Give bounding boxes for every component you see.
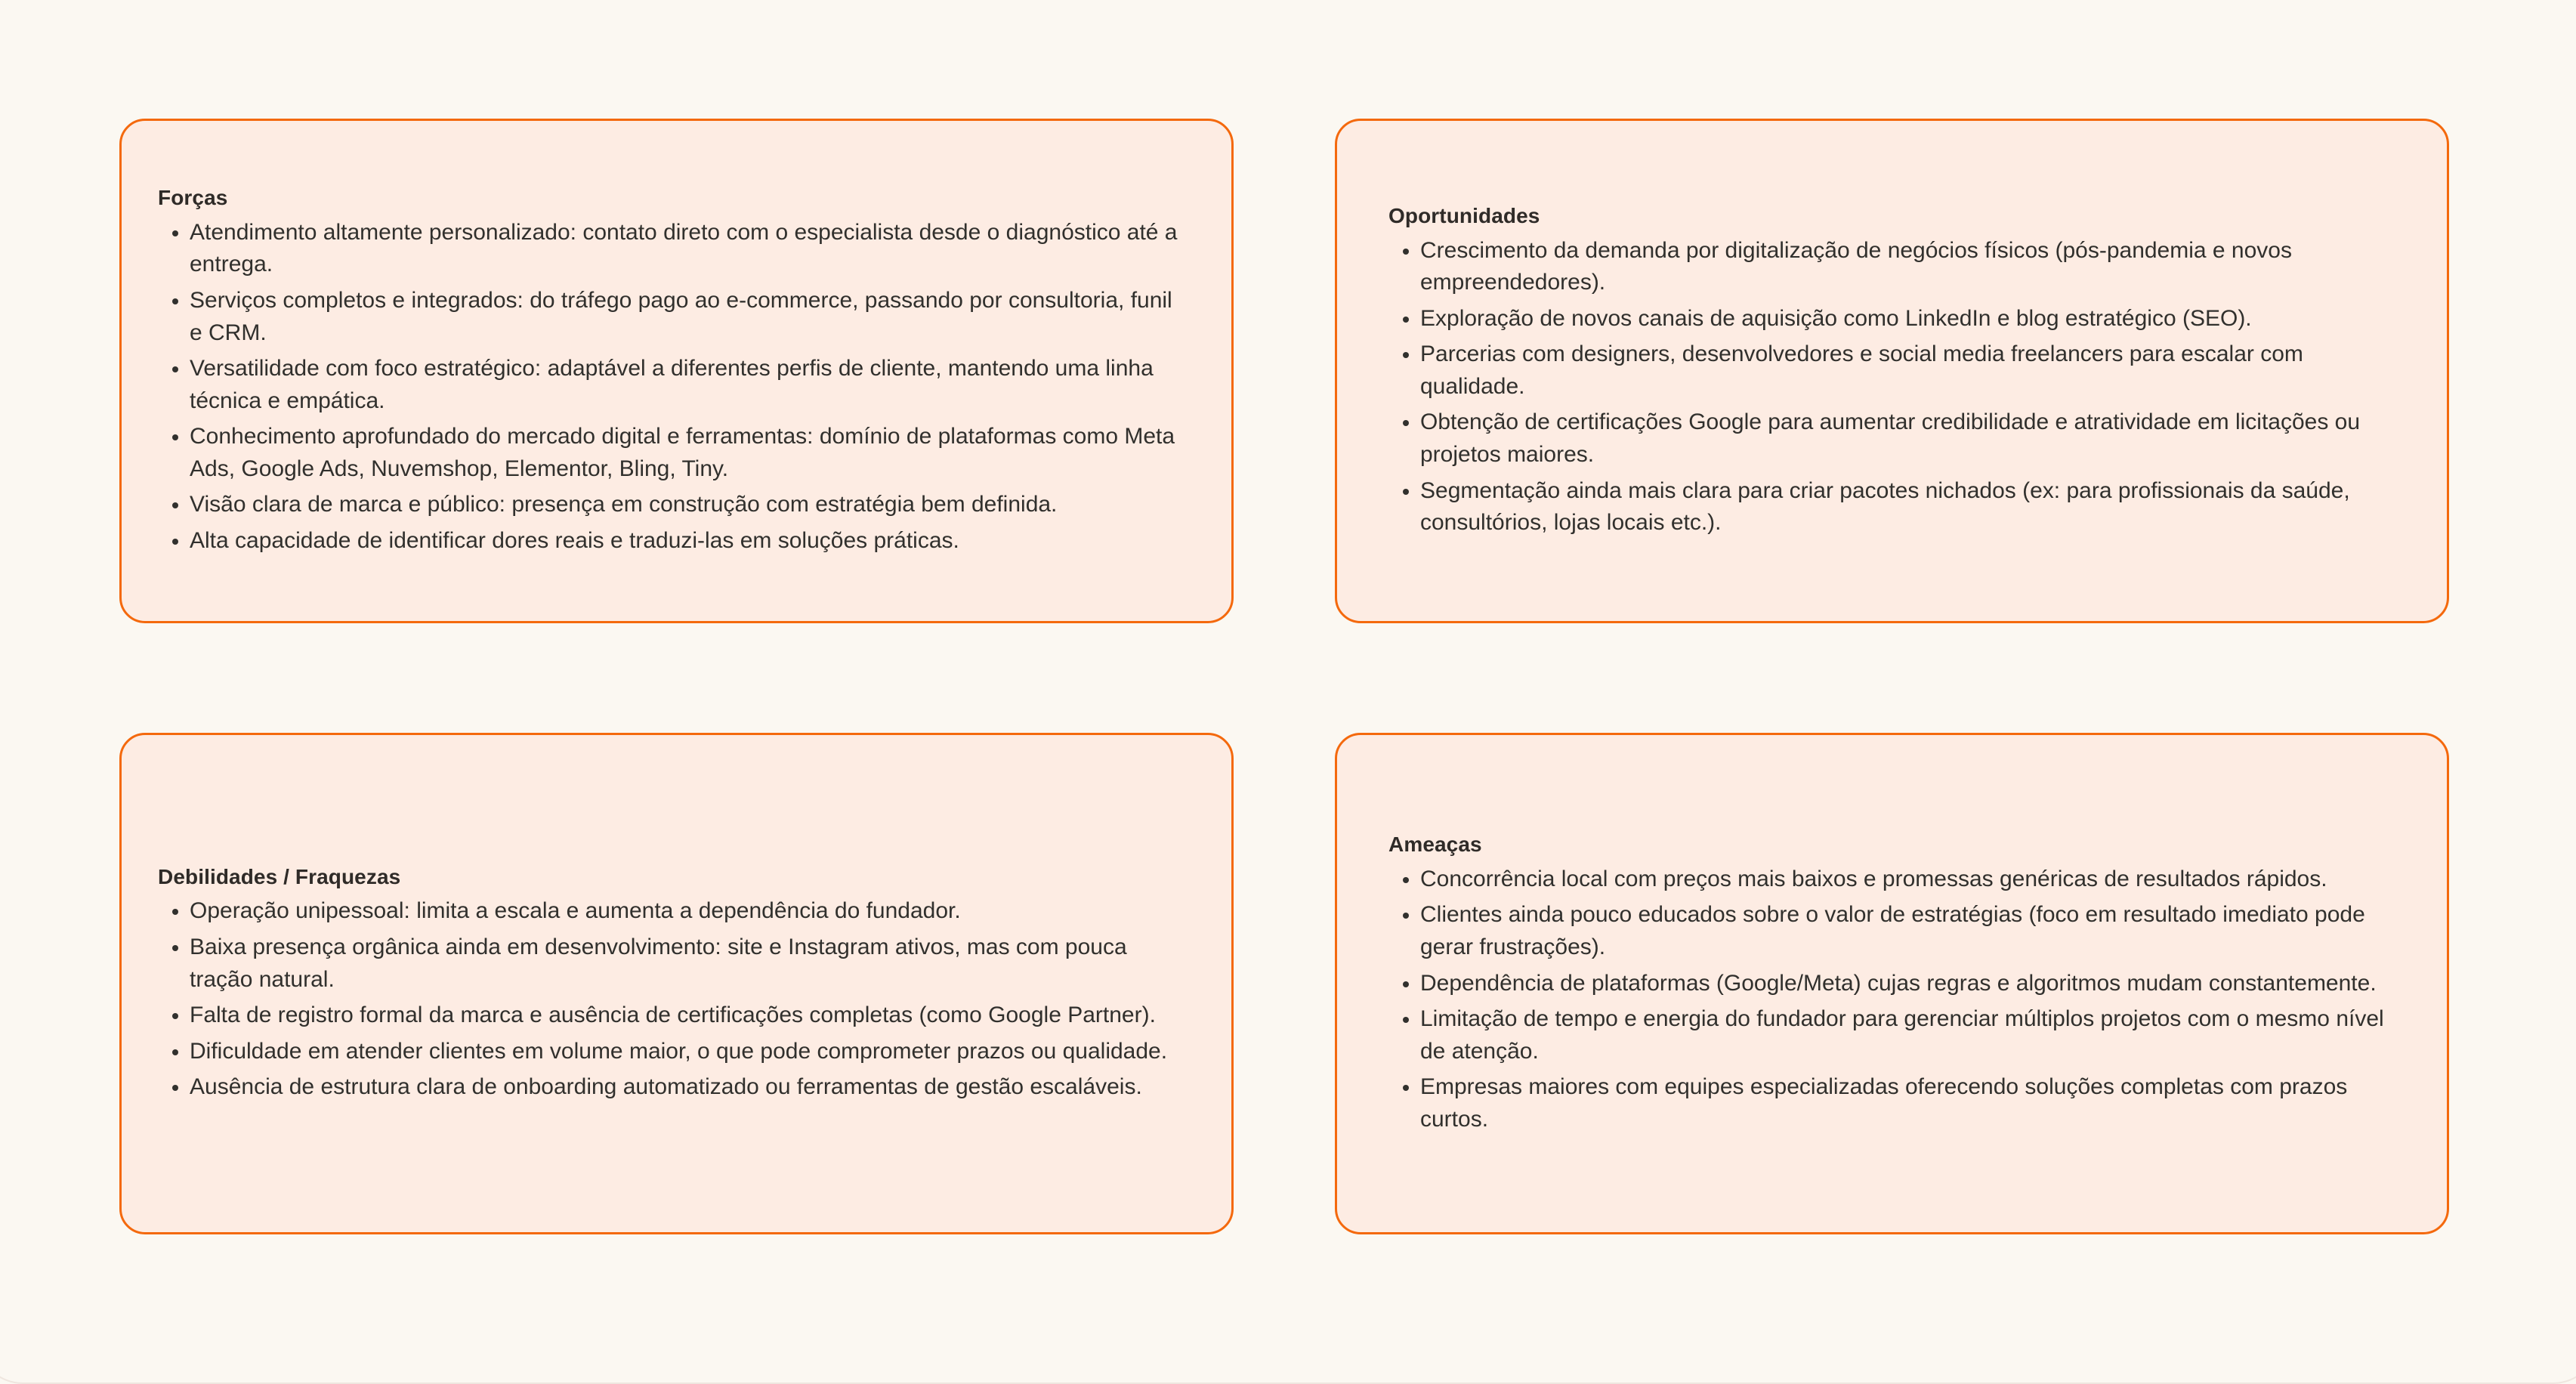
list-item: Atendimento altamente personalizado: contato direto com o especialista desde o diagnóstico até a entrega. [158,217,1191,281]
list-item: Parcerias com designers, desenvolvedores e social media freelancers para escalar com qualidade. [1388,338,2406,403]
card-content-threats [1337,831,2447,1135]
list-item: Empresas maiores com equipes especializadas oferecendo soluções completas com prazos curtos. [1388,1071,2406,1135]
list-item: Operação unipessoal: limita a escala e aumenta a dependência do fundador. [158,895,1191,928]
list-item: Baixa presença orgânica ainda em desenvolvimento: site e Instagram ativos, mas com pouca tração natural. [158,931,1191,996]
card-content-opportunities [1337,202,2447,539]
list-item: Alta capacidade de identificar dores reais e traduzi-las em soluções práticas. [158,525,1191,558]
swot-card-strengths [119,119,1234,623]
card-title-threats: Ameaças [1388,833,1482,857]
list-item: Ausência de estrutura clara de onboarding automatizado ou ferramentas de gestão escaláveis. [158,1071,1191,1104]
swot-card-opportunities [1335,119,2449,623]
list-item: Serviços completos e integrados: do tráfego pago ao e-commerce, passando por consultoria, funil e CRM. [158,285,1191,349]
card-title-weaknesses: Debilidades / Fraquezas [158,865,401,889]
list-item: Falta de registro formal da marca e ausência de certificações completas (como Google Partner). [158,999,1191,1032]
list-item: Obtenção de certificações Google para aumentar credibilidade e atratividade em licitações ou projetos maiores. [1388,406,2406,471]
card-list-threats [1388,863,2406,1136]
card-title-opportunities: Oportunidades [1388,204,1540,228]
swot-card-threats [1335,733,2449,1234]
list-item: Visão clara de marca e público: presença em construção com estratégia bem definida. [158,489,1191,521]
card-list-opportunities [1388,235,2406,539]
list-item: Dificuldade em atender clientes em volume maior, o que pode comprometer prazos ou qualidade. [158,1036,1191,1068]
card-list-weaknesses [158,895,1191,1104]
list-item: Segmentação ainda mais clara para criar pacotes nichados (ex: para profissionais da saúde, consultórios, lojas locais etc.). [1388,475,2406,539]
card-list-strengths [158,217,1191,558]
list-item: Dependência de plataformas (Google/Meta) cujas regras e algoritmos mudam constantemente. [1388,968,2406,1000]
list-item: Conhecimento aprofundado do mercado digital e ferramentas: domínio de plataformas como Meta Ads, Google Ads, Nuvemshop, Elementor, Bling, Tiny. [158,421,1191,485]
list-item: Clientes ainda pouco educados sobre o valor de estratégias (foco em resultado imediato pode gerar frustrações). [1388,899,2406,963]
swot-card-weaknesses [119,733,1234,1234]
list-item: Crescimento da demanda por digitalização de negócios físicos (pós-pandemia e novos empreendedores). [1388,235,2406,299]
list-item: Concorrência local com preços mais baixos e promessas genéricas de resultados rápidos. [1388,863,2406,896]
list-item: Versatilidade com foco estratégico: adaptável a diferentes perfis de cliente, mantendo uma linha técnica e empática. [158,353,1191,417]
swot-matrix [119,119,2449,1234]
card-title-strengths: Forças [158,186,228,210]
card-content-strengths [122,184,1231,557]
card-content-weaknesses [122,863,1231,1104]
list-item: Limitação de tempo e energia do fundador para gerenciar múltiplos projetos com o mesmo nível de atenção. [1388,1003,2406,1067]
list-item: Exploração de novos canais de aquisição como LinkedIn e blog estratégico (SEO). [1388,303,2406,335]
